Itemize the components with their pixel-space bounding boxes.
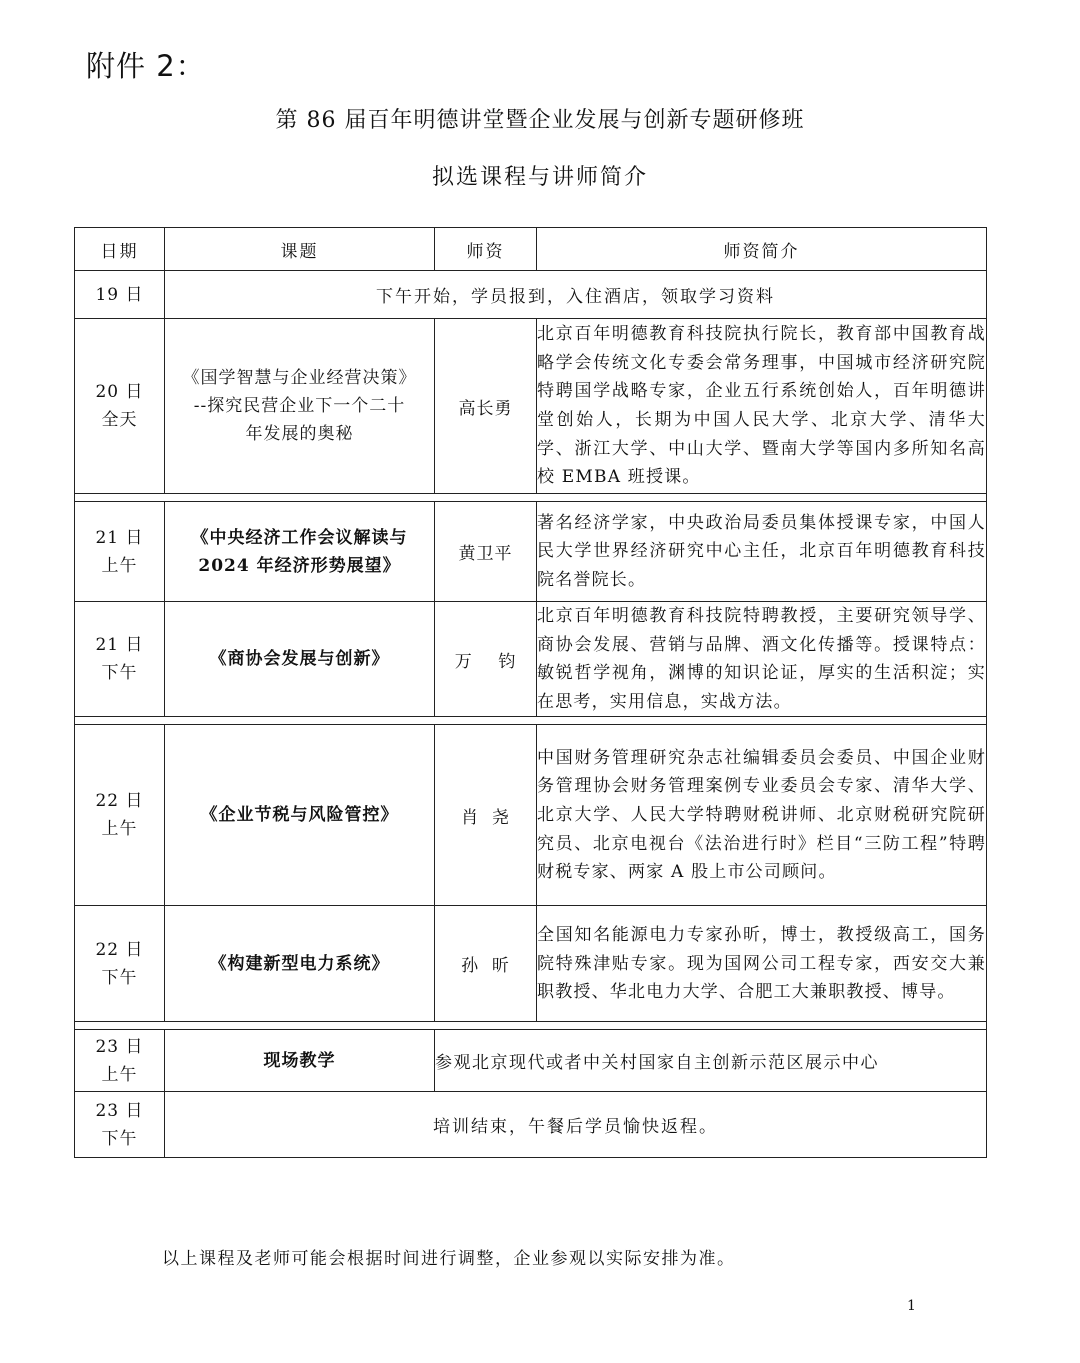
date-cell: 22 日 下午 — [75, 906, 165, 1022]
column-header-teacher: 师资 — [435, 228, 537, 271]
topic-cell: 《中央经济工作会议解读与 2024 年经济形势展望》 — [165, 502, 435, 602]
visit-cell: 参观北京现代或者中关村国家自主创新示范区展示中心 — [435, 1030, 987, 1092]
table-row — [75, 1030, 987, 1092]
column-header-intro: 师资简介 — [537, 228, 987, 271]
section-spacer — [75, 494, 987, 502]
teacher-cell: 肖 尧 — [435, 725, 537, 906]
teacher-cell: 孙 昕 — [435, 906, 537, 1022]
table-header-row — [75, 228, 987, 271]
teacher-cell: 高长勇 — [435, 319, 537, 494]
column-header-date: 日期 — [75, 228, 165, 271]
date-cell: 22 日 上午 — [75, 725, 165, 906]
topic-cell: 《国学智慧与企业经营决策》 --探究民营企业下一个二十 年发展的奥秘 — [165, 319, 435, 494]
schedule-table — [74, 227, 987, 1158]
teacher-cell: 黄卫平 — [435, 502, 537, 602]
footer-note: 以上课程及老师可能会根据时间进行调整，企业参观以实际安排为准。 — [162, 1249, 736, 1269]
document-subtitle: 拟选课程与讲师简介 — [431, 165, 648, 190]
topic-cell: 《构建新型电力系统》 — [165, 906, 435, 1022]
span-text-cell: 下午开始，学员报到，入住酒店，领取学习资料 — [165, 271, 987, 319]
date-cell: 23 日 下午 — [75, 1092, 165, 1158]
date-cell: 21 日 下午 — [75, 602, 165, 717]
page-number: 1 — [907, 1298, 916, 1314]
date-cell: 21 日 上午 — [75, 502, 165, 602]
document-title: 第 86 届百年明德讲堂暨企业发展与创新专题研修班 — [275, 108, 805, 133]
span-text-cell: 培训结束，午餐后学员愉快返程。 — [165, 1092, 987, 1158]
table-row — [75, 271, 987, 319]
section-spacer — [75, 717, 987, 725]
table-row — [75, 319, 987, 494]
teacher-cell: 万 钧 — [435, 602, 537, 717]
topic-cell: 《商协会发展与创新》 — [165, 602, 435, 717]
table-row — [75, 602, 987, 717]
table-row — [75, 1092, 987, 1158]
attachment-label: 附件 2： — [86, 49, 206, 83]
date-cell: 23 日 上午 — [75, 1030, 165, 1092]
topic-cell: 现场教学 — [165, 1030, 435, 1092]
table-row — [75, 725, 987, 906]
column-header-topic: 课题 — [165, 228, 435, 271]
table-row — [75, 906, 987, 1022]
date-cell: 19 日 — [75, 271, 165, 319]
table-row — [75, 502, 987, 602]
section-spacer — [75, 1022, 987, 1030]
date-cell: 20 日 全天 — [75, 319, 165, 494]
intro-cell: 中国财务管理研究杂志社编辑委员会委员、中国企业财务管理协会财务管理案例专业委员会专家、清华大学、北京大学、人民大学特聘财税讲师、北京财税研究院研究员、北京电视台《法治进行时》栏目“三防工程”特聘财税专家、两家 A 股上市公司顾问。 — [537, 725, 987, 906]
intro-cell: 著名经济学家，中央政治局委员集体授课专家，中国人民大学世界经济研究中心主任，北京百年明德教育科技院名誉院长。 — [537, 502, 987, 602]
intro-cell: 全国知名能源电力专家孙昕，博士，教授级高工，国务院特殊津贴专家。现为国网公司工程专家，西安交大兼职教授、华北电力大学、合肥工大兼职教授、博导。 — [537, 906, 987, 1022]
intro-cell: 北京百年明德教育科技院特聘教授，主要研究领导学、商协会发展、营销与品牌、酒文化传播等。授课特点：敏锐哲学视角，渊博的知识论证，厚实的生活积淀；实在思考，实用信息，实战方法。 — [537, 602, 987, 717]
topic-cell: 《企业节税与风险管控》 — [165, 725, 435, 906]
intro-cell: 北京百年明德教育科技院执行院长，教育部中国教育战略学会传统文化专委会常务理事，中国城市经济研究院特聘国学战略专家，企业五行系统创始人，百年明德讲堂创始人，长期为中国人民大学、北京大学、清华大学、浙江大学、中山大学、暨南大学等国内多所知名高校 EMBA 班授课。 — [537, 319, 987, 494]
